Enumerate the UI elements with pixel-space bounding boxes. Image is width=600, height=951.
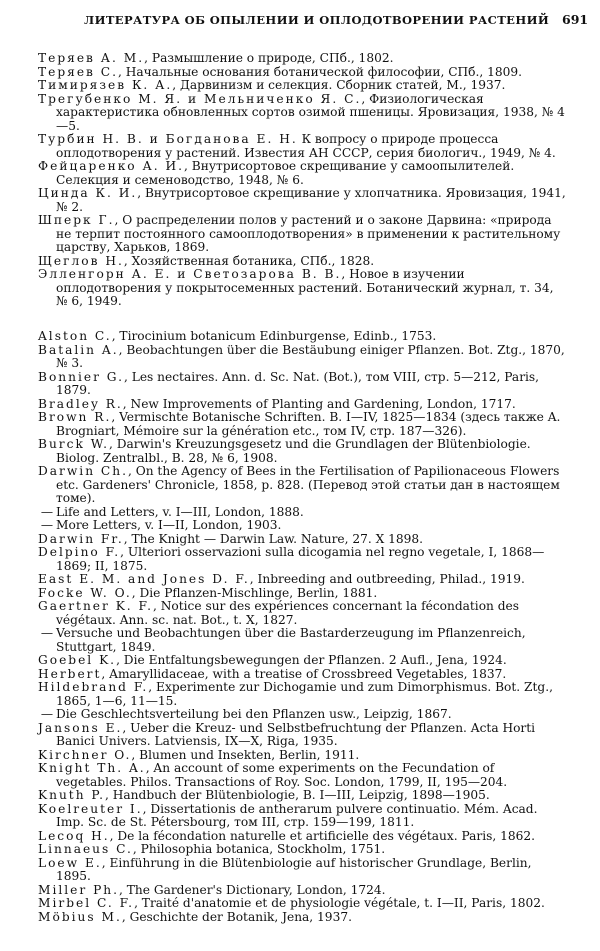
bibliography-entry [38, 627, 566, 654]
ditto-dash: — [40, 707, 54, 721]
ditto-dash: — [40, 518, 54, 532]
entry-author: Miller Ph. [38, 882, 120, 897]
entry-text: , Физиологическая характеристика обновленных сортов озимой пшеницы. Яровизация, 1938, № 4—5. [56, 91, 565, 133]
entry-author: Lecoq H. [38, 828, 110, 843]
entry-author: Турбин Н. В. и Богданова Е. Н. [38, 132, 298, 146]
entry-author: Теряев А. М. [38, 51, 145, 65]
entry-text: , On the Agency of Bees in the Fertilisation of Papilionaceous Flowers etc. Gardeners' Chronicle, 1858, p. 828. (Перевод этой статьи дан в настоящем томе). [56, 464, 560, 505]
bibliography-entry [38, 668, 566, 682]
entry-author: Gaertner K. F. [38, 599, 153, 613]
entry-text: , Traité d'anatomie et de physiologie végétale, t. I—II, Paris, 1802. [134, 896, 545, 910]
entry-text: , Dissertationis de antherarum pulvere continuatio. Mém. Acad. Imp. Sc. de St. Pétersbourg, том III, стр. 159—199, 1811. [56, 801, 538, 829]
bibliography-entry [38, 762, 566, 789]
bibliography-entry [38, 722, 566, 749]
entry-text: К вопросу о природе процесса оплодотворения у растений. Известия АН СССР, серия биологич., 1949, № 4. [56, 132, 556, 160]
bibliography-entry [38, 371, 566, 398]
entry-text: Versuche und Beobachtungen über die Bastarderzeugung im Pflanzenreich, Stuttgart, 1849. [56, 626, 526, 654]
entry-author: Loew E. [38, 855, 102, 870]
page-number: 691 [562, 12, 589, 27]
entry-text: , Внутрисортовое скрещивание у самоопылителей. Селекция и семеноводство, 1948, № 6. [56, 159, 515, 187]
bibliography-entry [38, 506, 566, 520]
entry-text: , Blumen und Insekten, Berlin, 1911. [131, 747, 360, 762]
running-header-title: ЛИТЕРАТУРА ОБ ОПЫЛЕНИИ И ОПЛОДОТВОРЕНИИ РАСТЕНИЙ [84, 13, 550, 27]
entry-text: , The Gardener's Dictionary, London, 1724. [119, 882, 386, 897]
bibliography-entry [38, 465, 566, 506]
bibliography-entry [38, 749, 566, 763]
entry-author: Jansons E. [38, 720, 123, 735]
entry-author: Darwin Ch. [38, 464, 128, 478]
bibliography-entry [38, 344, 566, 371]
entry-text: , Handbuch der Blütenbiologie, B. I—III, Leipzig, 1898—1905. [105, 788, 490, 802]
entry-author: Goebel K. [38, 653, 117, 667]
entry-author: Koelreuter I. [38, 801, 143, 816]
bibliography-entry [38, 133, 566, 160]
entry-text: , Inbreeding and outbreeding, Philad., 1919. [249, 572, 525, 586]
ditto-dash: — [40, 626, 54, 640]
bibliography-entry [38, 843, 566, 857]
entry-author: Linnaeus C. [38, 842, 133, 856]
entry-text: , Experimente zur Dichogamie und zum Dimorphismus. Bot. Ztg., 1865, 1—6, 11—15. [56, 680, 553, 708]
entry-text: , Хозяйственная ботаника, СПб., 1828. [123, 253, 375, 268]
entry-text: , Tirocinium botanicum Edinburgense, Edinb., 1753. [111, 329, 437, 343]
bibliography-entry [38, 268, 566, 309]
bibliography-entry [38, 857, 566, 884]
bibliography-entry [38, 654, 566, 668]
entry-text: , Darwin's Kreuzungsgesetz und die Grundlagen der Blütenbiologie. Biolog. Zentralbl., B. 28, № 6, 1908. [56, 437, 531, 465]
russian-bibliography [38, 52, 566, 309]
entry-text: , Geschichte der Botanik, Jena, 1937. [121, 909, 352, 924]
bibliography-entry [38, 398, 566, 412]
entry-author: Bradley R. [38, 396, 123, 411]
entry-author: Knuth P. [38, 788, 106, 802]
bibliography-entry [38, 255, 566, 269]
bibliography-entry [38, 803, 566, 830]
entry-text: , Amaryllidaceae, with a treatise of Crossbreed Vegetables, 1837. [101, 666, 507, 681]
entry-author: Burck W. [38, 437, 109, 451]
bibliography-entry [38, 93, 566, 134]
entry-author: Brown R. [38, 410, 112, 424]
entry-text: , Die Entfaltungsbewegungen der Pflanzen. 2 Aufl., Jena, 1924. [116, 653, 507, 667]
entry-author: Теряев С. [38, 64, 118, 79]
entry-author: Bonnier G. [38, 369, 124, 384]
bibliography-entry [38, 587, 566, 601]
entry-author: East E. M. and Jones D. F. [38, 572, 250, 586]
entry-text: , The Knight — Darwin Law. Nature, 27. X 1898. [123, 531, 424, 546]
entry-text: , Размышление о природе, СПб., 1802. [144, 51, 394, 65]
bibliography-entry [38, 519, 566, 533]
entry-text: , De la fécondation naturelle et artificielle des végétaux. Paris, 1862. [109, 828, 535, 843]
entry-author: Delpino F. [38, 545, 121, 559]
entry-text: , Внутрисортовое скрещивание у хлопчатника. Яровизация, 1941, № 2. [56, 186, 566, 214]
bibliography-entry [38, 187, 566, 214]
entry-text: , Philosophia botanica, Stockholm, 1751. [132, 842, 386, 856]
entry-text: , Vermischte Botanische Schriften. B. I—IV, 1825—1834 (здесь также A. Brogniart, Mémoire sur la génération etc., том IV, стр. 187—326). [56, 410, 561, 438]
latin-bibliography [38, 330, 566, 924]
entry-text: More Letters, v. I—II, London, 1903. [56, 518, 282, 532]
entry-author: Herbert [38, 666, 102, 681]
entry-author: Тимирязев К. А. [38, 78, 173, 92]
entry-author: Batalin A. [38, 342, 119, 357]
entry-text: , О распределении полов у растений и о законе Дарвина: «природа не терпит постоянного самооплодотворения» в применении к растительному царству, Харьков, 1869. [56, 213, 561, 254]
entry-author: Focke W. O. [38, 585, 132, 600]
entry-author: Darwin Fr. [38, 531, 124, 546]
entry-author: Щеглов Н. [38, 253, 124, 268]
entry-author: Шперк Г. [38, 213, 115, 227]
entry-author: Alston C. [38, 329, 112, 343]
entry-text: , Начальные основания ботанической философии, СПб., 1809. [117, 64, 523, 79]
bibliography-entry [38, 438, 566, 465]
bibliography-entry [38, 911, 566, 925]
entry-text: , Notice sur des expériences concernant la fécondation des végétaux. Ann. sc. nat. Bot., t. X, 1827. [56, 599, 520, 627]
bibliography-entry [38, 681, 566, 708]
bibliography-entry [38, 789, 566, 803]
bibliography-entry [38, 708, 566, 722]
bibliography-entry [38, 411, 566, 438]
ditto-dash: — [40, 504, 54, 519]
bibliography-entry [38, 533, 566, 547]
entry-author: Kirchner O. [38, 747, 132, 762]
bibliography-entry [38, 830, 566, 844]
entry-author: Mirbel C. F. [38, 896, 135, 910]
entry-text: Die Geschlechtsverteilung bei den Pflanzen usw., Leipzig, 1867. [56, 707, 452, 721]
entry-text: , Ulteriori osservazioni sulla dicogamia nel regno vegetale, I, 1868—1869; II, 1875. [56, 545, 545, 573]
bibliography-entry [38, 884, 566, 898]
entry-text: , Les nectaires. Ann. d. Sc. Nat. (Bot.), том VIII, стр. 5—212, Paris, 1879. [56, 369, 540, 397]
entry-author: Трегубенко М. Я. и Мельниченко Я. С. [38, 91, 362, 106]
bibliography-entry [38, 897, 566, 911]
bibliography-entry [38, 160, 566, 187]
bibliography-entry [38, 546, 566, 573]
entry-author: Knight Th. A. [38, 761, 146, 775]
entry-author: Цинда К. И. [38, 186, 138, 200]
bibliography-entry [38, 66, 566, 80]
entry-author: Möbius M. [38, 909, 122, 924]
entry-text: , An account of some experiments on the Fecundation of vegetables. Philos. Transactions of Roy. Soc. London, 1799, II, 195—204. [56, 761, 508, 789]
bibliography-entry [38, 330, 566, 344]
entry-text: , Beobachtungen über die Bestäubung einiger Pflanzen. Bot. Ztg., 1870, № 3. [56, 342, 565, 370]
bibliography-entry [38, 214, 566, 255]
bibliography-entry [38, 600, 566, 627]
entry-author: Элленгорн А. Е. и Светозарова В. В. [38, 267, 342, 281]
bibliography-entry [38, 573, 566, 587]
entry-author: Фейцаренко А. И. [38, 159, 185, 173]
running-header [84, 12, 589, 27]
entry-text: , New Improvements of Planting and Gardening, London, 1717. [122, 396, 516, 411]
bibliography-entry [38, 52, 566, 66]
entry-text: , Ueber die Kreuz- und Selbstbefruchtung der Pflanzen. Acta Horti Banici Univers. Latviensis, IX—X, Riga, 1935. [56, 720, 536, 748]
entry-text: Life and Letters, v. I—III, London, 1888. [56, 504, 304, 519]
entry-text: , Die Pflanzen-Mischlinge, Berlin, 1881. [131, 585, 378, 600]
entry-text: , Einführung in die Blütenbiologie auf historischer Grundlage, Berlin, 1895. [56, 855, 532, 883]
bibliography-entry [38, 79, 566, 93]
entry-author: Hildebrand F. [38, 680, 149, 694]
entry-text: , Новое в изучении оплодотворения у покрытосеменных растений. Ботанический журнал, т. 34, № 6, 1949. [56, 267, 554, 308]
entry-text: , Дарвинизм и селекция. Сборник статей, М., 1937. [172, 78, 506, 92]
